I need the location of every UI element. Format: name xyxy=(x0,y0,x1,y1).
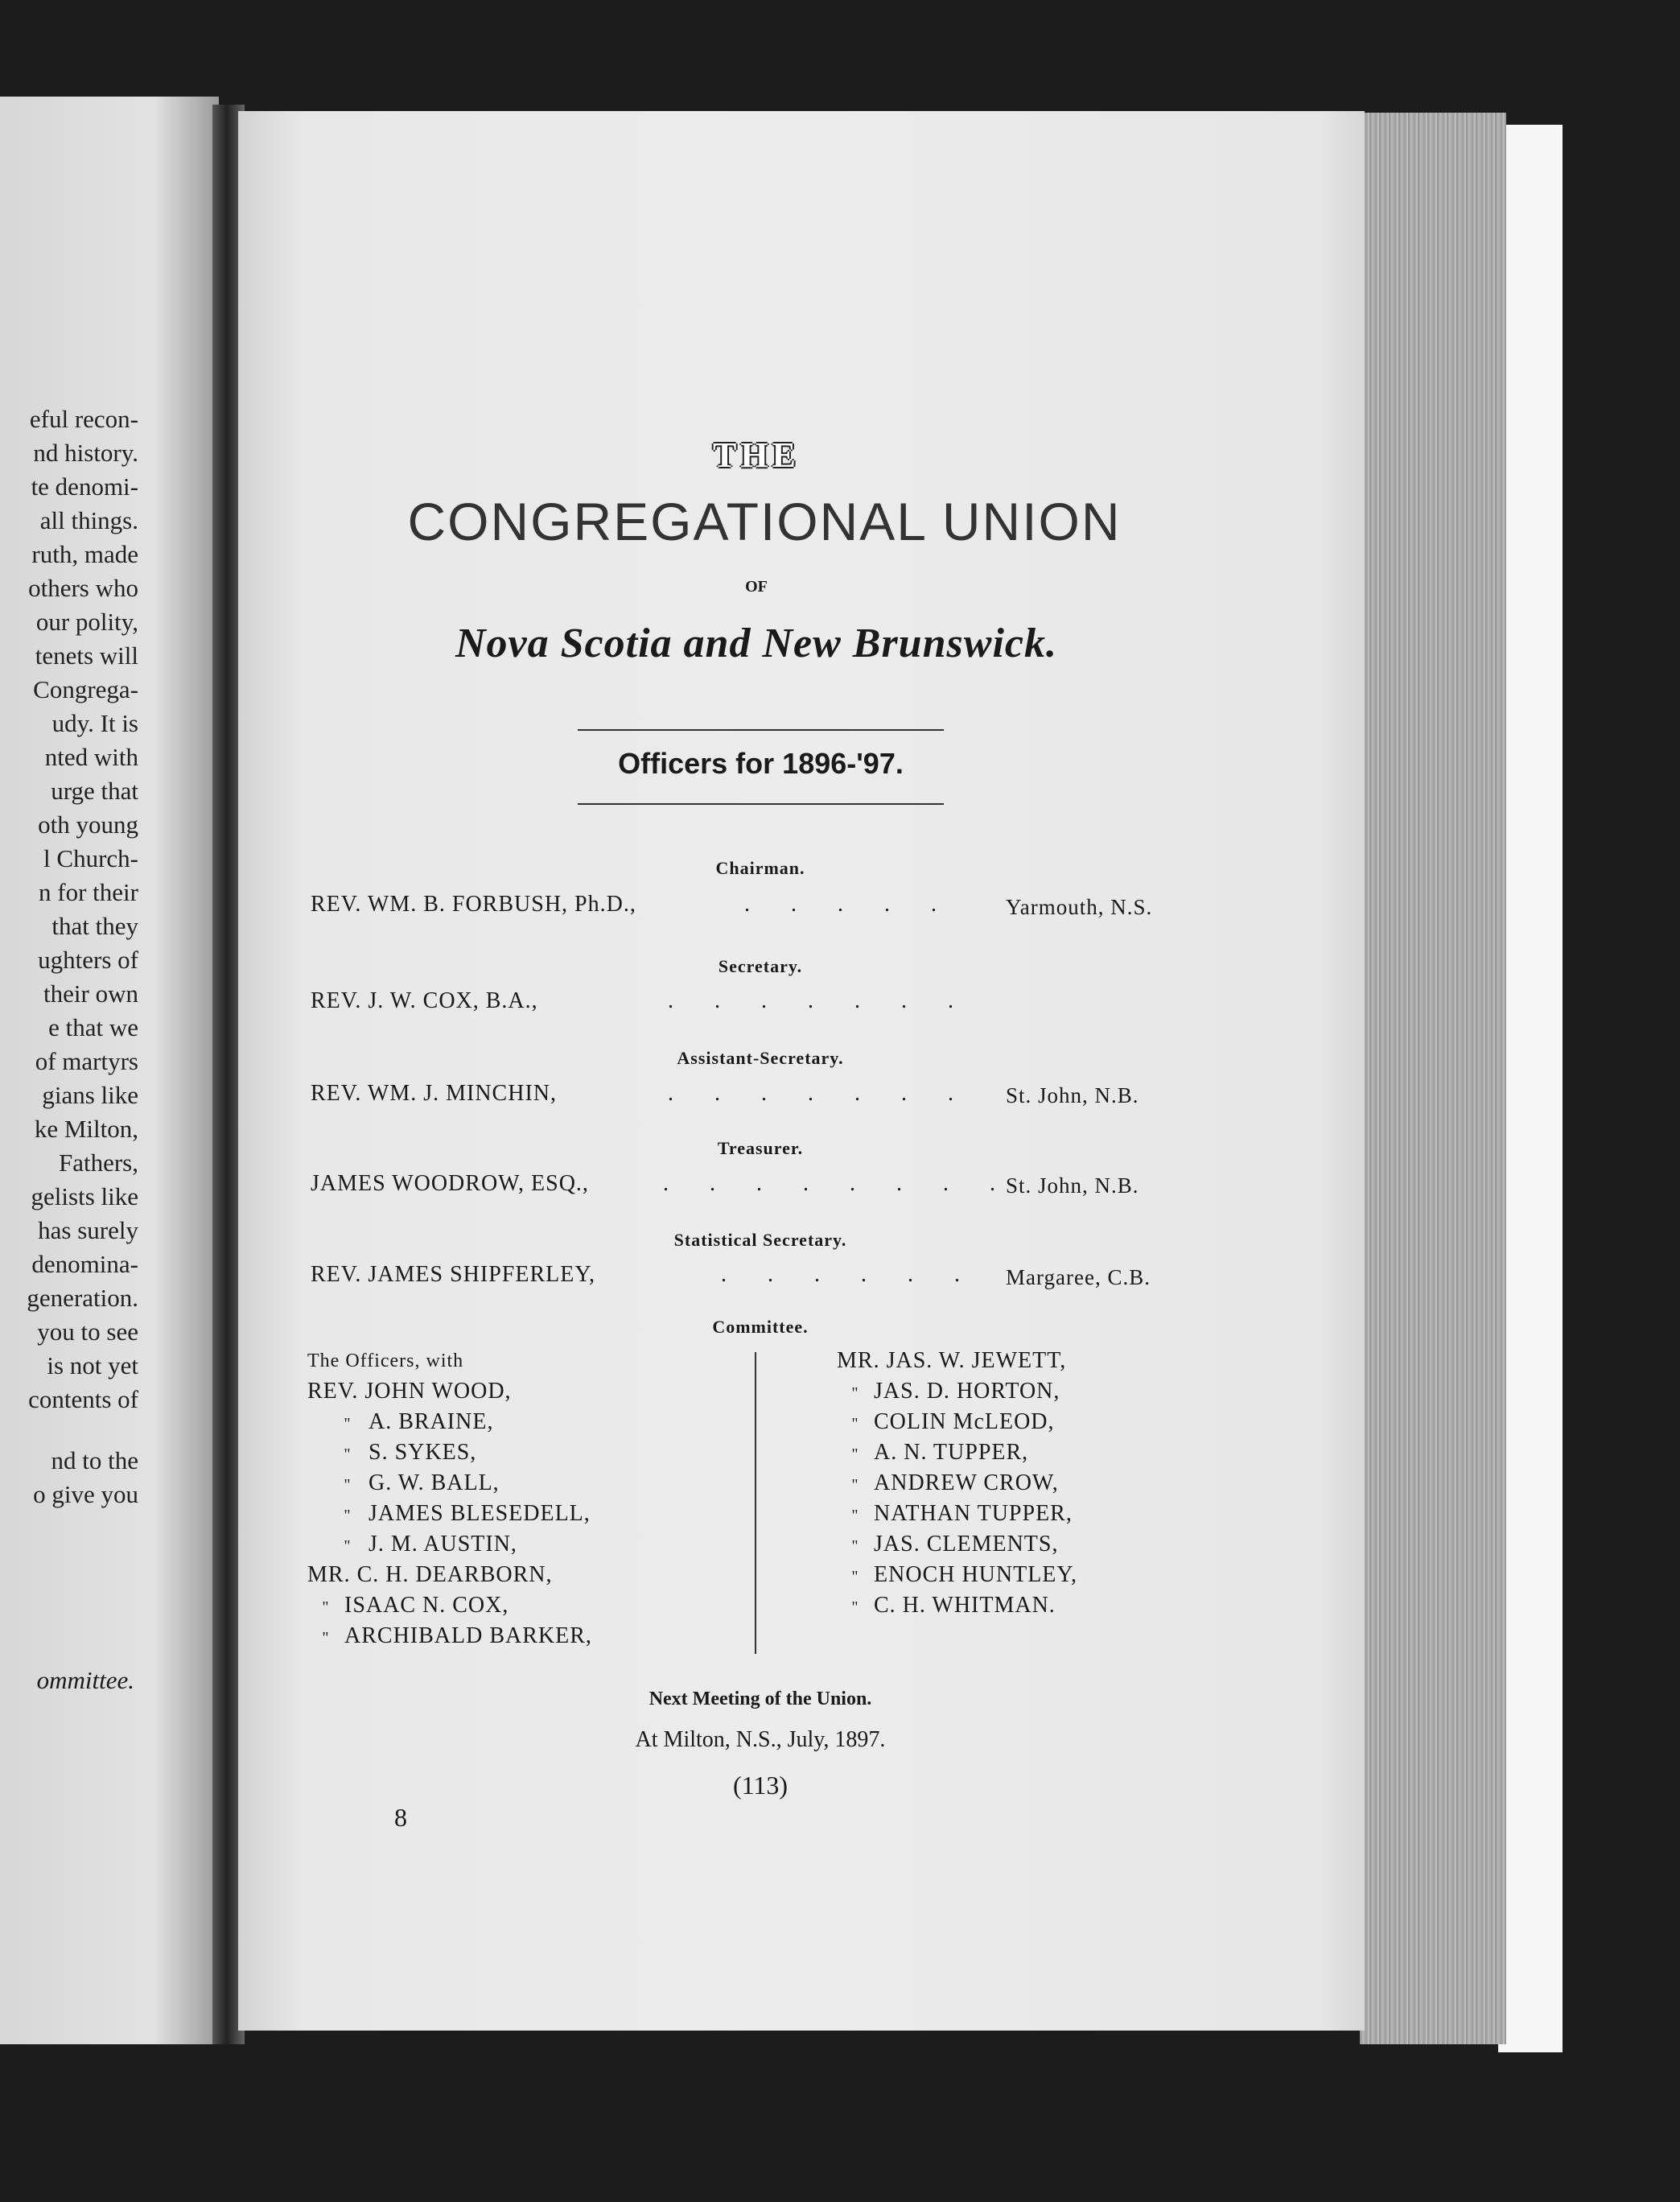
leader-dots: . . . . . . . . xyxy=(663,1171,1013,1196)
member-name: JAMES BLESEDELL, xyxy=(369,1501,591,1526)
ditto-mark: " xyxy=(322,1629,330,1647)
page-title: CONGREGATIONAL UNION xyxy=(407,492,1122,551)
officer-name: REV. JAMES SHIPFERLEY, xyxy=(311,1262,595,1287)
committee-member xyxy=(307,1437,726,1468)
member-name: JAS. CLEMENTS, xyxy=(874,1532,1059,1557)
committee-member xyxy=(837,1346,1255,1376)
title-the: THE xyxy=(713,435,800,475)
member-name: COLIN McLEOD, xyxy=(874,1409,1055,1434)
committee-intro: The Officers, with xyxy=(307,1350,464,1371)
page-edges xyxy=(1360,113,1506,2044)
member-name: C. H. DEARBORN, xyxy=(356,1562,553,1587)
ditto-mark: " xyxy=(851,1415,859,1433)
member-name: A. BRAINE, xyxy=(369,1409,494,1434)
committee-member xyxy=(307,1468,726,1499)
committee-left-column xyxy=(307,1346,726,1652)
member-name: NATHAN TUPPER, xyxy=(874,1501,1073,1526)
committee-member xyxy=(837,1376,1255,1407)
left-line: ruth, made xyxy=(31,540,138,568)
ditto-mark: " xyxy=(344,1507,352,1524)
member-prefix: REV. xyxy=(307,1379,359,1404)
ditto-mark: " xyxy=(344,1445,352,1463)
ditto-mark: " xyxy=(322,1598,330,1616)
member-prefix: MR. xyxy=(837,1348,880,1373)
member-name: JOHN WOOD, xyxy=(364,1379,512,1404)
leader-dots: . . . . . . xyxy=(721,1262,978,1287)
member-name: ARCHIBALD BARKER, xyxy=(344,1623,592,1648)
left-line: is not yet xyxy=(47,1351,138,1379)
committee-member xyxy=(307,1590,726,1621)
left-line: generation. xyxy=(27,1284,138,1312)
left-line: of martyrs xyxy=(35,1047,138,1075)
committee-heading: Committee. xyxy=(712,1317,809,1337)
left-line: o give you xyxy=(33,1480,138,1508)
member-name: C. H. WHITMAN. xyxy=(874,1593,1056,1618)
ditto-mark: " xyxy=(851,1476,859,1494)
committee-member xyxy=(837,1560,1255,1590)
left-line: all things. xyxy=(39,506,138,534)
committee-member xyxy=(837,1590,1255,1621)
committee-member xyxy=(307,1376,726,1407)
officer-place: St. John, N.B. xyxy=(1006,1083,1139,1107)
officer-role: Treasurer. xyxy=(717,1138,804,1158)
column-divider xyxy=(755,1352,756,1654)
member-prefix: MR. xyxy=(307,1562,351,1587)
ditto-mark: " xyxy=(851,1445,859,1463)
ditto-mark: " xyxy=(344,1415,352,1433)
left-page-text xyxy=(0,402,138,1511)
left-page-signature: ommittee. xyxy=(36,1666,134,1694)
member-name: ANDREW CROW, xyxy=(874,1470,1059,1495)
left-line: tenets will xyxy=(35,641,138,670)
officer-name: JAMES WOODROW, ESQ., xyxy=(311,1171,589,1196)
left-line: udy. It is xyxy=(51,709,138,737)
committee-member xyxy=(307,1621,726,1652)
left-line: nd to the xyxy=(51,1446,138,1474)
left-line: denomina- xyxy=(31,1250,138,1278)
member-name: S. SYKES, xyxy=(369,1440,477,1465)
left-line: Fathers, xyxy=(58,1148,138,1177)
left-line: Congrega- xyxy=(33,675,138,703)
left-line: gians like xyxy=(42,1081,138,1109)
left-line: that they xyxy=(51,912,138,940)
left-line: l Church- xyxy=(43,844,138,872)
ditto-mark: " xyxy=(851,1568,859,1586)
officer-role: Chairman. xyxy=(715,858,805,878)
committee-member xyxy=(307,1407,726,1437)
left-line: urge that xyxy=(51,777,138,805)
page-number: (113) xyxy=(732,1771,789,1800)
leader-dots: . . . . . . . xyxy=(668,988,971,1013)
left-line: nted with xyxy=(44,743,138,771)
left-line: their own xyxy=(43,979,138,1008)
next-meeting-detail: At Milton, N.S., July, 1897. xyxy=(635,1727,886,1752)
officers-heading: Officers for 1896-'97. xyxy=(618,747,904,780)
title-region: Nova Scotia and New Brunswick. xyxy=(455,621,1057,666)
left-line: others who xyxy=(28,574,138,602)
officer-name: REV. WM. J. MINCHIN, xyxy=(311,1081,557,1106)
title-of: OF xyxy=(745,578,768,596)
member-name: ENOCH HUNTLEY, xyxy=(874,1562,1078,1587)
leader-dots: . . . . . . . xyxy=(668,1081,971,1106)
member-name: A. N. TUPPER, xyxy=(874,1440,1029,1465)
left-facing-page xyxy=(0,97,219,2044)
committee-member xyxy=(307,1560,726,1590)
member-name: JAS. W. JEWETT, xyxy=(886,1348,1067,1373)
committee-member xyxy=(837,1437,1255,1468)
committee-member xyxy=(837,1407,1255,1437)
ditto-mark: " xyxy=(851,1507,859,1524)
left-line: ke Milton, xyxy=(34,1115,138,1143)
officer-place: St. John, N.B. xyxy=(1006,1173,1139,1198)
ditto-mark: " xyxy=(851,1537,859,1555)
ditto-mark: " xyxy=(851,1384,859,1402)
officer-name: REV. J. W. COX, B.A., xyxy=(311,988,538,1013)
top-rule xyxy=(578,729,944,731)
left-line: n for their xyxy=(39,878,138,906)
member-name: JAS. D. HORTON, xyxy=(874,1379,1060,1404)
signature-mark: 8 xyxy=(394,1803,407,1832)
officer-role: Secretary. xyxy=(718,956,803,976)
left-line: e that we xyxy=(48,1013,138,1041)
member-name: J. M. AUSTIN, xyxy=(369,1532,517,1557)
ditto-mark: " xyxy=(344,1537,352,1555)
back-cover xyxy=(1498,125,1563,2052)
officer-place: Yarmouth, N.S. xyxy=(1006,895,1153,919)
committee-member xyxy=(307,1529,726,1560)
left-line: nd history. xyxy=(33,439,138,467)
officer-name: REV. WM. B. FORBUSH, Ph.D., xyxy=(311,892,636,917)
committee-member xyxy=(837,1499,1255,1529)
ditto-mark: " xyxy=(851,1598,859,1616)
member-name: ISAAC N. COX, xyxy=(344,1593,509,1618)
left-line: ughters of xyxy=(38,946,138,974)
left-line: gelists like xyxy=(31,1182,138,1210)
officer-role: Assistant-Secretary. xyxy=(677,1048,844,1068)
committee-member xyxy=(307,1499,726,1529)
left-line: our polity, xyxy=(35,608,138,636)
left-line: eful recon- xyxy=(29,405,138,433)
left-line: has surely xyxy=(38,1216,138,1244)
member-name: G. W. BALL, xyxy=(369,1470,500,1495)
bottom-rule xyxy=(578,803,944,805)
left-line: te denomi- xyxy=(31,472,138,501)
left-line: contents of xyxy=(28,1385,138,1413)
committee-right-column xyxy=(837,1346,1255,1621)
officer-role: Statistical Secretary. xyxy=(673,1230,847,1250)
next-meeting-heading: Next Meeting of the Union. xyxy=(649,1689,872,1709)
committee-member xyxy=(837,1529,1255,1560)
officer-place: Margaree, C.B. xyxy=(1006,1265,1151,1289)
left-line: you to see xyxy=(37,1317,138,1346)
committee-member xyxy=(837,1468,1255,1499)
left-line: oth young xyxy=(38,810,138,839)
leader-dots: . . . . . xyxy=(744,892,954,917)
ditto-mark: " xyxy=(344,1476,352,1494)
